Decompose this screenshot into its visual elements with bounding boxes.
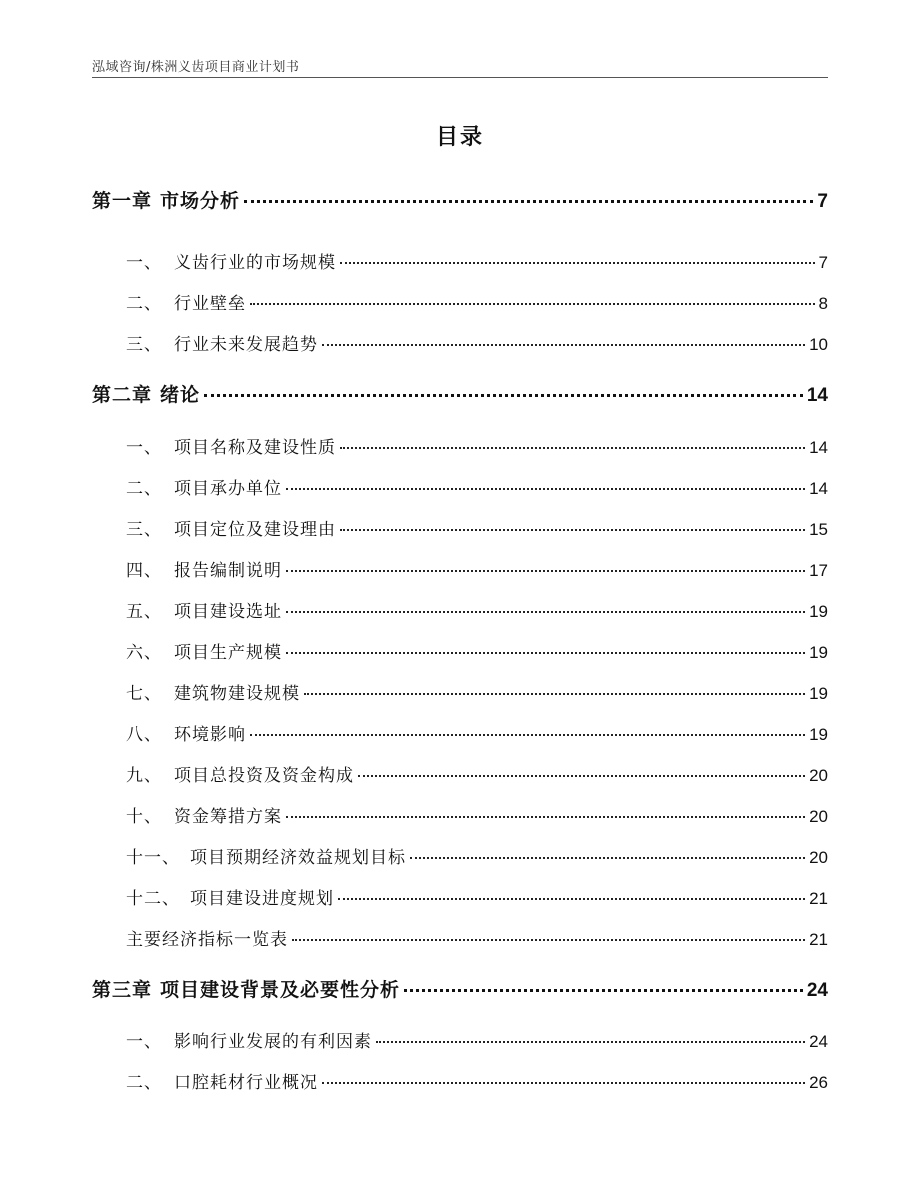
toc-page-number: 17 <box>809 561 828 580</box>
toc-section-entry[interactable] <box>92 884 828 909</box>
toc-entry-label: 影响行业发展的有利因素 <box>174 1032 372 1052</box>
toc-dot-leader <box>322 1082 805 1084</box>
toc-page-number: 8 <box>818 294 828 313</box>
toc-dot-leader <box>340 262 815 264</box>
toc-entry-label: 项目名称及建设性质 <box>174 438 336 458</box>
toc-entry-number: 五、 <box>126 602 162 622</box>
toc-entry-label: 行业壁垒 <box>174 294 246 314</box>
toc-entry-number: 二、 <box>126 479 162 499</box>
toc-page-number: 14 <box>806 385 828 406</box>
toc-dot-leader <box>410 857 805 859</box>
toc-chapter-entry[interactable] <box>92 380 828 407</box>
toc-dot-leader <box>286 652 805 654</box>
toc-entry-label: 口腔耗材行业概况 <box>174 1073 318 1093</box>
toc-entry-label: 义齿行业的市场规模 <box>174 253 336 273</box>
toc-entry-number: 三、 <box>126 520 162 540</box>
toc-dot-leader <box>286 611 805 613</box>
toc-entry-number: 一、 <box>126 1032 162 1052</box>
toc-dot-leader <box>286 570 805 572</box>
toc-entry-number: 八、 <box>126 725 162 745</box>
toc-entry-label: 主要经济指标一览表 <box>126 930 288 950</box>
toc-entry-label: 绪论 <box>160 384 201 406</box>
toc-page-number: 14 <box>809 479 828 498</box>
toc-chapter-entry[interactable] <box>92 975 828 1002</box>
toc-section-entry[interactable] <box>92 248 828 273</box>
toc-entry-label: 项目预期经济效益规划目标 <box>190 848 406 868</box>
toc-title: 目录 <box>435 125 484 150</box>
toc-page-number: 19 <box>809 643 828 662</box>
toc-entry-number: 九、 <box>126 766 162 786</box>
toc-page-number: 19 <box>809 602 828 621</box>
toc-section-entry[interactable] <box>92 474 828 499</box>
toc-section-entry[interactable] <box>92 925 828 950</box>
toc-page-number: 7 <box>818 253 828 272</box>
toc-entry-label: 建筑物建设规模 <box>174 684 300 704</box>
toc-section-entry[interactable] <box>92 720 828 745</box>
toc-section-entry[interactable] <box>92 638 828 663</box>
toc-dot-leader <box>340 529 805 531</box>
toc-entry-number: 第三章 <box>92 979 153 1001</box>
toc-entry-number: 七、 <box>126 684 162 704</box>
toc-page-number: 26 <box>809 1073 828 1092</box>
toc-section-entry[interactable] <box>92 556 828 581</box>
toc-entry-number: 第一章 <box>92 190 153 212</box>
toc-page-number: 14 <box>809 438 828 457</box>
toc-dot-leader <box>376 1041 805 1043</box>
toc-entry-label: 行业未来发展趋势 <box>174 335 318 355</box>
toc-entry-number: 二、 <box>126 294 162 314</box>
toc-dot-leader <box>244 200 813 203</box>
toc-section-entry[interactable] <box>92 597 828 622</box>
toc-dot-leader <box>250 734 805 736</box>
toc-section-entry[interactable] <box>92 802 828 827</box>
toc-entry-label: 项目生产规模 <box>174 643 282 663</box>
toc-page-number: 20 <box>809 766 828 785</box>
toc-entry-number: 二、 <box>126 1073 162 1093</box>
toc-entry-label: 项目定位及建设理由 <box>174 520 336 540</box>
toc-entry-label: 项目承办单位 <box>174 479 282 499</box>
toc-section-entry[interactable] <box>92 761 828 786</box>
toc-section-entry[interactable] <box>92 330 828 355</box>
toc-section-entry[interactable] <box>92 515 828 540</box>
toc-dot-leader <box>304 693 805 695</box>
toc-section-entry[interactable] <box>92 679 828 704</box>
toc-section-entry[interactable] <box>92 433 828 458</box>
toc-page-number: 21 <box>809 930 828 949</box>
toc-entry-label: 项目总投资及资金构成 <box>174 766 354 786</box>
toc-page-number: 15 <box>809 520 828 539</box>
toc-entry-label: 市场分析 <box>160 190 241 212</box>
toc-entry-number: 十、 <box>126 807 162 827</box>
toc-page-number: 7 <box>817 191 828 212</box>
toc-dot-leader <box>404 989 803 992</box>
toc-entry-number: 第二章 <box>92 384 153 406</box>
toc-entry-number: 三、 <box>126 335 162 355</box>
toc-page-number: 20 <box>809 807 828 826</box>
toc-entry-label: 项目建设背景及必要性分析 <box>160 979 401 1001</box>
toc-entry-label: 报告编制说明 <box>174 561 282 581</box>
toc-dot-leader <box>204 394 803 397</box>
toc-page-number: 19 <box>809 725 828 744</box>
toc-entry-number: 一、 <box>126 253 162 273</box>
header-rule <box>92 77 828 78</box>
toc-dot-leader <box>292 939 805 941</box>
toc-entry-number: 六、 <box>126 643 162 663</box>
toc-entry-number: 十一、 <box>126 848 180 868</box>
toc-page-number: 24 <box>806 980 828 1001</box>
toc-dot-leader <box>250 303 815 305</box>
toc-entry-number: 四、 <box>126 561 162 581</box>
toc-dot-leader <box>286 816 805 818</box>
toc-page-number: 19 <box>809 684 828 703</box>
toc-chapter-entry[interactable] <box>92 186 828 213</box>
toc-dot-leader <box>358 775 805 777</box>
toc-page-number: 20 <box>809 848 828 867</box>
toc-entry-number: 一、 <box>126 438 162 458</box>
toc-entry-label: 项目建设选址 <box>174 602 282 622</box>
toc-section-entry[interactable] <box>92 1068 828 1093</box>
toc-section-entry[interactable] <box>92 1027 828 1052</box>
toc-dot-leader <box>286 488 805 490</box>
toc-page-number: 10 <box>809 335 828 354</box>
toc-dot-leader <box>340 447 805 449</box>
toc-page-number: 21 <box>809 889 828 908</box>
toc-entry-label: 环境影响 <box>174 725 246 745</box>
toc-page-number: 24 <box>809 1032 828 1051</box>
page-header: 泓域咨询/株洲义齿项目商业计划书 <box>92 60 300 75</box>
toc-section-entry[interactable] <box>92 843 828 868</box>
toc-entry-label: 项目建设进度规划 <box>190 889 334 909</box>
toc-entry-number: 十二、 <box>126 889 180 909</box>
toc-dot-leader <box>338 898 805 900</box>
toc-dot-leader <box>322 344 805 346</box>
toc-entry-label: 资金筹措方案 <box>174 807 282 827</box>
toc-section-entry[interactable] <box>92 289 828 314</box>
